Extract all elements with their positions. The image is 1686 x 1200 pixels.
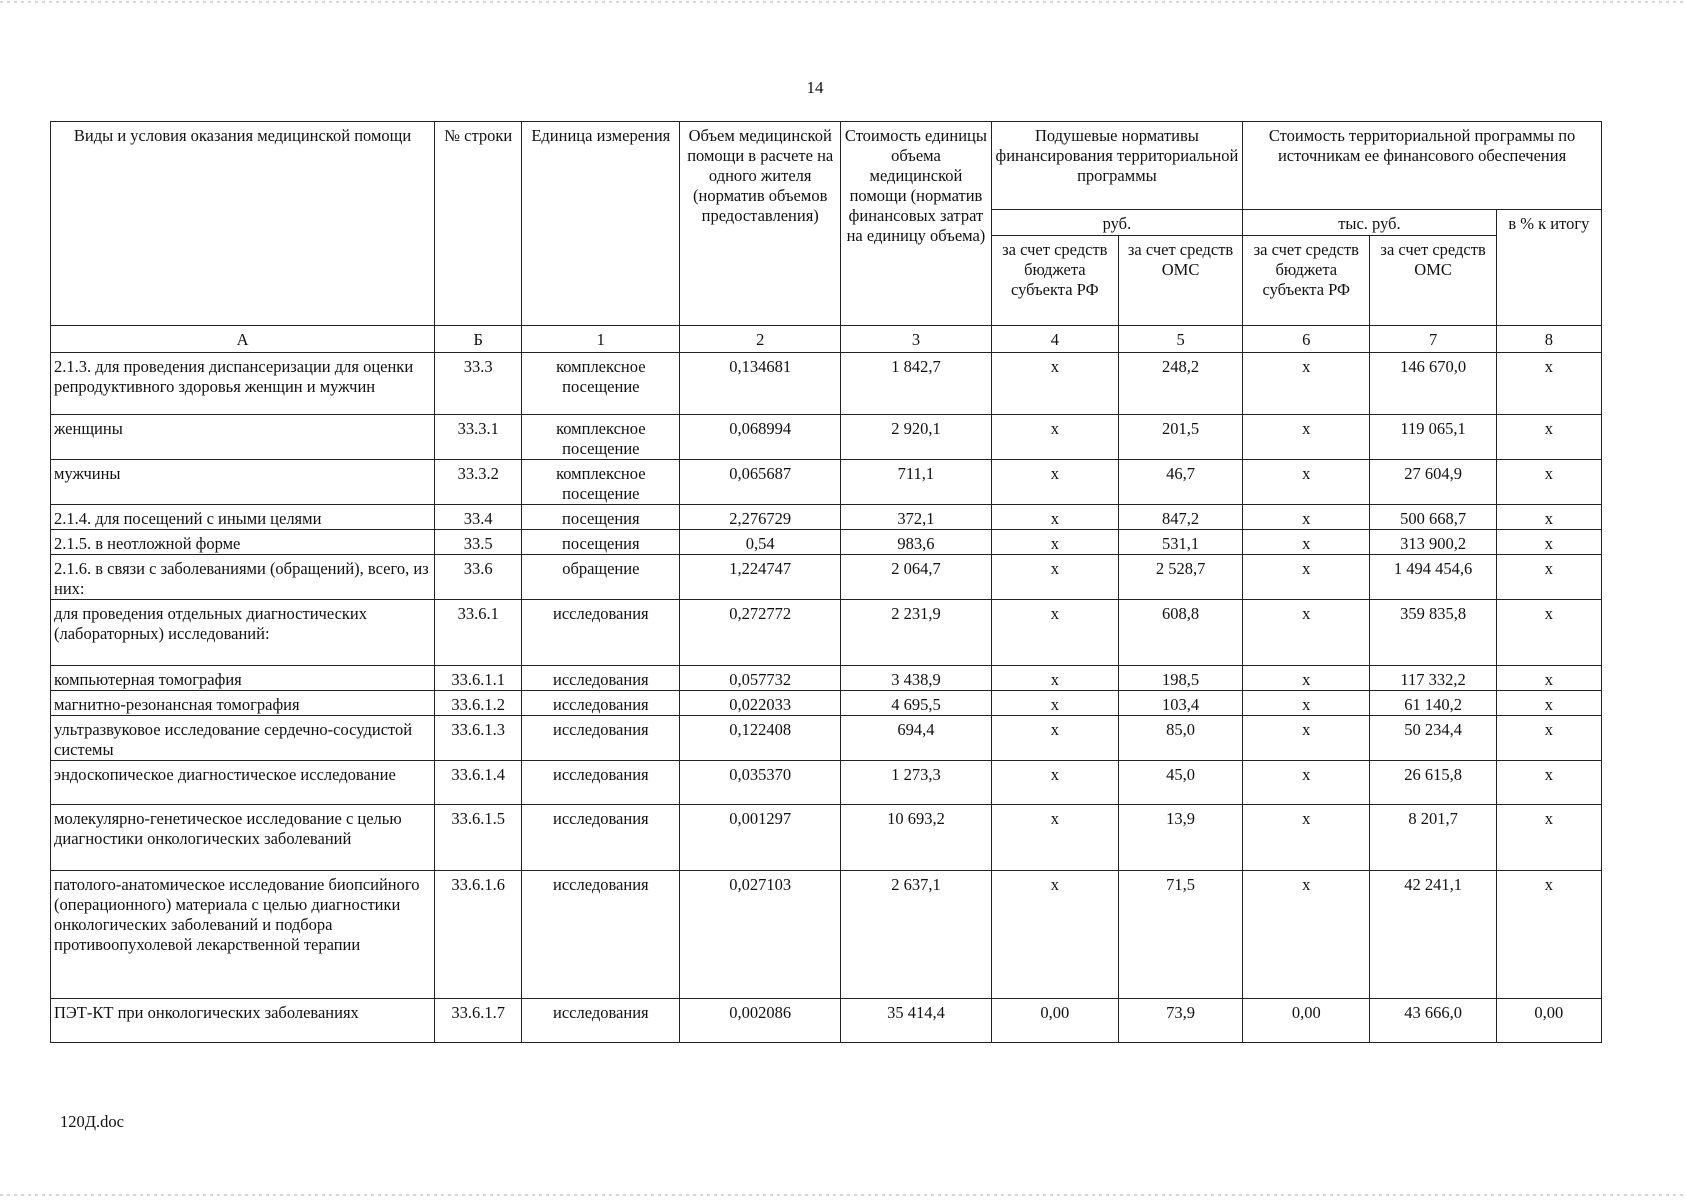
row-cost: 2 920,1 [841,415,991,460]
row-col7: 146 670,0 [1370,353,1496,415]
row-col7: 119 065,1 [1370,415,1496,460]
row-col5: 198,5 [1118,666,1242,691]
row-number: 33.3 [435,353,522,415]
table-row [51,871,1602,999]
table-row [51,716,1602,761]
column-letter: 3 [841,326,991,353]
row-volume: 0,065687 [680,460,841,505]
row-col6: х [1243,505,1370,530]
column-letter: 6 [1243,326,1370,353]
row-col8: х [1496,530,1601,555]
column-letter: 8 [1496,326,1601,353]
row-cost: 1 842,7 [841,353,991,415]
row-col7: 313 900,2 [1370,530,1496,555]
row-volume: 0,027103 [680,871,841,999]
header-kind: Виды и условия оказания медицинской помощи [51,122,435,326]
row-unit: посещения [522,505,680,530]
table-row [51,460,1602,505]
row-col5: 13,9 [1118,805,1242,871]
header-oms-1: за счет средств ОМС [1118,236,1242,326]
row-number: 33.3.1 [435,415,522,460]
row-unit: комплексное посещение [522,353,680,415]
row-col7: 117 332,2 [1370,666,1496,691]
page-number: 14 [806,78,824,97]
row-col8: х [1496,666,1601,691]
header-percent: в % к итогу [1496,210,1601,326]
row-col7: 359 835,8 [1370,600,1496,666]
row-volume: 0,002086 [680,999,841,1043]
row-col6: х [1243,805,1370,871]
row-cost: 983,6 [841,530,991,555]
table-row [51,666,1602,691]
table-row [51,999,1602,1043]
row-col4: х [991,761,1118,805]
row-unit: комплексное посещение [522,460,680,505]
row-unit: исследования [522,691,680,716]
row-col6: х [1243,716,1370,761]
row-col8: х [1496,716,1601,761]
table-row [51,805,1602,871]
row-name: компьютерная томография [51,666,435,691]
row-col8: х [1496,600,1601,666]
table-row [51,600,1602,666]
row-col6: х [1243,691,1370,716]
header-volume: Объем медицинской помощи в расчете на одного жителя (норматив объемов предоставления) [680,122,841,326]
row-col6: 0,00 [1243,999,1370,1043]
row-name: молекулярно-генетическое исследование с целью диагностики онкологических заболеваний [51,805,435,871]
row-unit: обращение [522,555,680,600]
row-col7: 500 668,7 [1370,505,1496,530]
row-col5: 45,0 [1118,761,1242,805]
row-unit: исследования [522,871,680,999]
row-unit: исследования [522,666,680,691]
row-col5: 608,8 [1118,600,1242,666]
row-name: эндоскопическое диагностическое исследование [51,761,435,805]
row-number: 33.3.2 [435,460,522,505]
row-col4: х [991,691,1118,716]
row-col8: х [1496,761,1601,805]
header-budget-1: за счет средств бюджета субъекта РФ [991,236,1118,326]
row-number: 33.6 [435,555,522,600]
row-col5: 103,4 [1118,691,1242,716]
row-cost: 2 231,9 [841,600,991,666]
row-col5: 201,5 [1118,415,1242,460]
financing-table [50,121,1602,1043]
row-cost: 4 695,5 [841,691,991,716]
row-col8: х [1496,805,1601,871]
column-letters-row [51,326,1602,353]
row-col5: 847,2 [1118,505,1242,530]
row-cost: 2 064,7 [841,555,991,600]
row-cost: 1 273,3 [841,761,991,805]
header-thous-rub: тыс. руб. [1243,210,1497,236]
row-col8: х [1496,460,1601,505]
row-col4: х [991,716,1118,761]
table-row [51,761,1602,805]
header-unit: Единица измерения [522,122,680,326]
row-volume: 0,272772 [680,600,841,666]
row-cost: 2 637,1 [841,871,991,999]
row-name: патолого-анатомическое исследование биопсийного (операционного) материала с целью диагностики онкологических заболеваний и подбора противоопухолевой лекарственной терапии [51,871,435,999]
row-col6: х [1243,871,1370,999]
row-col8: х [1496,871,1601,999]
row-col7: 1 494 454,6 [1370,555,1496,600]
row-col4: х [991,600,1118,666]
row-number: 33.6.1 [435,600,522,666]
row-col8: х [1496,555,1601,600]
row-number: 33.5 [435,530,522,555]
row-col8: х [1496,415,1601,460]
header-cost-program: Стоимость территориальной программы по источникам ее финансового обеспечения [1243,122,1602,210]
header-per-capita: Подушевые нормативы финансирования территориальной программы [991,122,1242,210]
file-label: 120Д.doc [60,1112,124,1131]
row-col4: х [991,460,1118,505]
row-unit: исследования [522,761,680,805]
row-name: мужчины [51,460,435,505]
row-unit: исследования [522,716,680,761]
row-col4: х [991,505,1118,530]
header-oms-2: за счет средств ОМС [1370,236,1496,326]
column-letter: Б [435,326,522,353]
row-volume: 0,122408 [680,716,841,761]
table-row [51,530,1602,555]
row-col4: х [991,871,1118,999]
row-col4: х [991,666,1118,691]
row-col8: 0,00 [1496,999,1601,1043]
row-name: для проведения отдельных диагностических (лабораторных) исследований: [51,600,435,666]
row-col6: х [1243,666,1370,691]
row-name: магнитно-резонансная томография [51,691,435,716]
column-letter: 7 [1370,326,1496,353]
row-col5: 531,1 [1118,530,1242,555]
row-cost: 35 414,4 [841,999,991,1043]
row-name: 2.1.4. для посещений с иными целями [51,505,435,530]
row-col5: 71,5 [1118,871,1242,999]
row-col5: 73,9 [1118,999,1242,1043]
row-volume: 2,276729 [680,505,841,530]
column-letter: А [51,326,435,353]
row-col6: х [1243,600,1370,666]
row-cost: 711,1 [841,460,991,505]
row-col7: 50 234,4 [1370,716,1496,761]
row-cost: 10 693,2 [841,805,991,871]
row-volume: 0,022033 [680,691,841,716]
row-unit: исследования [522,600,680,666]
column-letter: 4 [991,326,1118,353]
row-col7: 43 666,0 [1370,999,1496,1043]
row-col7: 27 604,9 [1370,460,1496,505]
row-col6: х [1243,530,1370,555]
row-volume: 0,035370 [680,761,841,805]
row-unit: комплексное посещение [522,415,680,460]
row-name: женщины [51,415,435,460]
row-name: 2.1.5. в неотложной форме [51,530,435,555]
row-col6: х [1243,761,1370,805]
column-letter: 5 [1118,326,1242,353]
column-letter: 2 [680,326,841,353]
row-col4: х [991,805,1118,871]
header-budget-2: за счет средств бюджета субъекта РФ [1243,236,1370,326]
row-col5: 248,2 [1118,353,1242,415]
row-col5: 2 528,7 [1118,555,1242,600]
row-col6: х [1243,415,1370,460]
row-volume: 0,134681 [680,353,841,415]
scan-artifact-bottom [0,1194,1686,1196]
row-unit: исследования [522,805,680,871]
row-col5: 46,7 [1118,460,1242,505]
row-col5: 85,0 [1118,716,1242,761]
row-col7: 8 201,7 [1370,805,1496,871]
row-name: ПЭТ-КТ при онкологических заболеваниях [51,999,435,1043]
row-number: 33.6.1.7 [435,999,522,1043]
header-cost-unit: Стоимость единицы объема медицинской помощи (норматив финансовых затрат на единицу объема) [841,122,991,326]
row-number: 33.6.1.3 [435,716,522,761]
row-unit: исследования [522,999,680,1043]
row-col8: х [1496,353,1601,415]
row-col8: х [1496,505,1601,530]
scan-artifact-top [0,1,1686,3]
table-row [51,505,1602,530]
header-rub: руб. [991,210,1242,236]
row-name: ультразвуковое исследование сердечно-сосудистой системы [51,716,435,761]
table-row [51,555,1602,600]
row-col7: 61 140,2 [1370,691,1496,716]
row-col4: х [991,415,1118,460]
row-number: 33.6.1.4 [435,761,522,805]
row-unit: посещения [522,530,680,555]
row-name: 2.1.6. в связи с заболеваниями (обращений), всего, из них: [51,555,435,600]
row-volume: 0,057732 [680,666,841,691]
table-row [51,415,1602,460]
row-cost: 694,4 [841,716,991,761]
row-col8: х [1496,691,1601,716]
table-row [51,691,1602,716]
row-col4: х [991,555,1118,600]
row-col4: 0,00 [991,999,1118,1043]
row-col4: х [991,353,1118,415]
row-col7: 42 241,1 [1370,871,1496,999]
row-volume: 1,224747 [680,555,841,600]
row-col7: 26 615,8 [1370,761,1496,805]
column-letter: 1 [522,326,680,353]
row-name: 2.1.3. для проведения диспансеризации для оценки репродуктивного здоровья женщин и мужчин [51,353,435,415]
row-number: 33.6.1.1 [435,666,522,691]
row-number: 33.4 [435,505,522,530]
row-col6: х [1243,353,1370,415]
header-row-no: № строки [435,122,522,326]
row-number: 33.6.1.5 [435,805,522,871]
row-cost: 372,1 [841,505,991,530]
row-number: 33.6.1.6 [435,871,522,999]
table-body [51,353,1602,1043]
row-volume: 0,068994 [680,415,841,460]
row-col6: х [1243,460,1370,505]
row-col6: х [1243,555,1370,600]
row-number: 33.6.1.2 [435,691,522,716]
row-cost: 3 438,9 [841,666,991,691]
table-row [51,353,1602,415]
row-col4: х [991,530,1118,555]
row-volume: 0,54 [680,530,841,555]
row-volume: 0,001297 [680,805,841,871]
